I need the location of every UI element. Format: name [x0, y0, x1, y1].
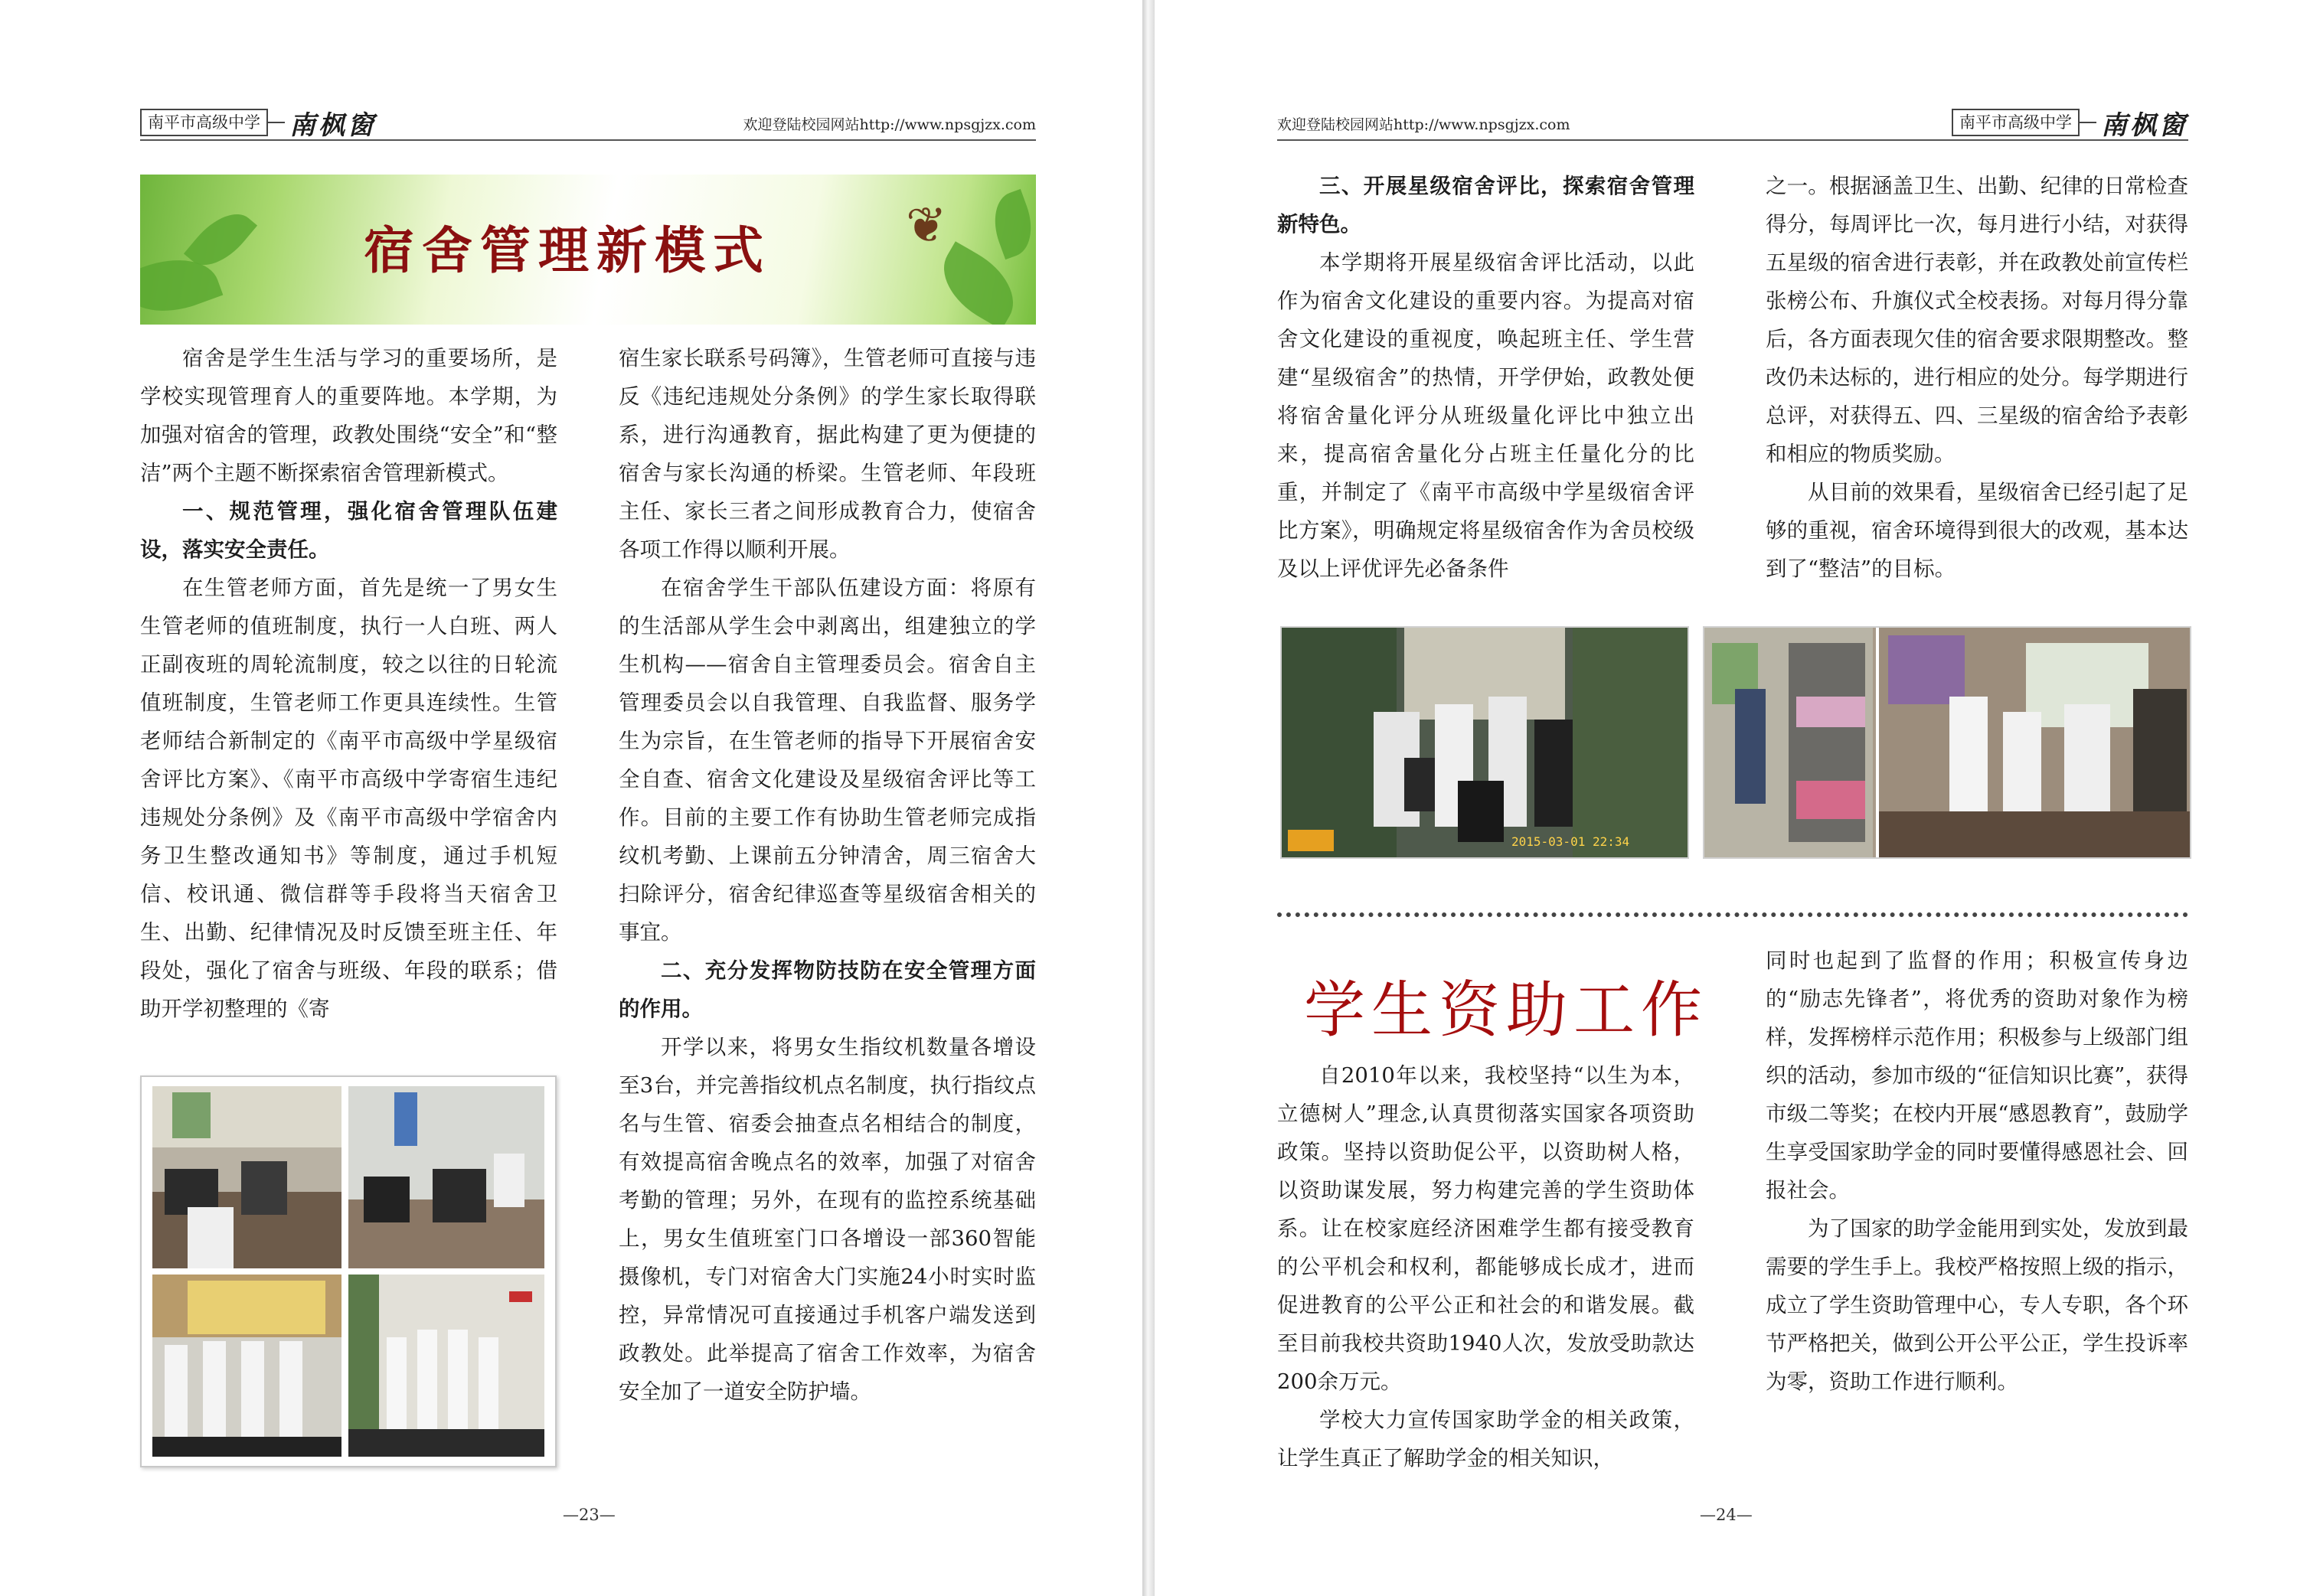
- right-page: [1155, 0, 2297, 1596]
- cctv-scene: [1282, 628, 1688, 857]
- col-content: [1766, 167, 2188, 588]
- col-content: [140, 339, 557, 1028]
- site-url: 欢迎登陆校园网站http://www.npsgjzx.com: [743, 116, 1036, 133]
- dorm-management-banner: [140, 175, 1036, 325]
- article-column-3: [1277, 167, 1694, 588]
- dorm-room-scene: [1704, 628, 2190, 857]
- col-content: [1277, 1056, 1694, 1477]
- body-paragraph: 在生管老师方面，首先是统一了男女生生管老师的值班制度，执行一人白班、两人正副夜班的周轮流制度，较之以往的日轮流值班制度，生管老师工作更具连续性。生管老师结合新制定的《南平市高级中学星级宿舍评比方案》、《南平市高级中学寄宿生违纪违规处分条例》及《南平市高级中学宿舍内务卫生整改通知书》等制度，通过手机短信、校讯通、微信群等手段将当天宿舍卫生、出勤、纪律情况及时反馈至班主任、年段处，强化了宿舍与班级、年段的联系；借助开学初整理的《寄: [140, 576, 557, 1021]
- running-header: [140, 107, 1036, 141]
- cctv-timestamp: 2015-03-01 22:34: [1511, 834, 1630, 849]
- brand-dash: [268, 122, 285, 123]
- body-paragraph: 在宿舍学生干部队伍建设方面：将原有的生活部从学生会中剥离出，组建独立的学生机构——宿舍自主管理委员会。宿舍自主管理委员会以自我管理、自我监督、服务学生为宗旨，在生管老师的指导下开展宿舍安全自查、宿舍文化建设及星级宿舍评比等工作。目前的主要工作有协助生管老师完成指纹机考勤、上课前五分钟清舍，周三宿舍大扫除评分，宿舍纪律巡查等星级宿舍相关的事宜。: [619, 576, 1036, 945]
- page-number: —23—: [563, 1506, 616, 1524]
- masthead-logo: 南枫窗: [2101, 109, 2188, 141]
- article-title: 宿舍管理新模式: [364, 220, 771, 280]
- photo-students-lineup: [152, 1275, 341, 1457]
- body-paragraph: 之一。根据涵盖卫生、出勤、纪律的日常检查得分，每周评比一次，每月进行小结，对获得五星级的宿舍进行表彰，并在政教处前宣传栏张榜公布、升旗仪式全校表扬。对每月得分靠后，各方面表现欠佳的宿舍要求限期整改。整改仍未达标的，进行相应的处分。每学期进行总评，对获得五、四、三星级的宿舍给予表彰和相应的物质奖励。: [1766, 174, 2188, 466]
- body-paragraph: 宿生家长联系号码簿》，生管老师可直接与违反《违纪违规处分条例》的学生家长取得联系，进行沟通教育，据此构建了更为便捷的宿舍与家长沟通的桥梁。生管老师、年段班主任、家长三者之间形成教育合力，使宿舍各项工作得以顺利开展。: [619, 346, 1036, 562]
- section-heading: 三、开展星级宿舍评比，探索宿舍管理新特色。: [1277, 174, 1694, 237]
- header-rule: [140, 139, 1036, 141]
- article-column-1: [140, 339, 557, 1028]
- header-rule: [1277, 139, 2188, 141]
- body-paragraph: 开学以来，将男女生指纹机数量各增设至3台，并完善指纹机点名制度，执行指纹点名与生管、宿委会抽查点名相结合的制度，有效提高宿舍晚点名的效率，加强了对宿舍考勤的管理；另外，在现有的监控系统基础上，男女生值班室门口各增设一部360智能摄像机，专门对宿舍大门实施24小时实时监控，异常情况可直接通过手机客户端发送到政教处。此举提高了宿舍工作效率，为宿舍安全加了一道安全防护墙。: [619, 1035, 1036, 1404]
- photo-dorm-inspection: [1703, 626, 2191, 859]
- body-paragraph: 学校大力宣传国家助学金的相关政策，让学生真正了解助学金的相关知识，: [1277, 1408, 1694, 1470]
- body-paragraph: 为了国家的助学金能用到实处，发放到最需要的学生手上。我校严格按照上级的指示，成立了学生资助管理中心，专人专职，各个环节严格把关，做到公开公平公正，学生投诉率为零，资助工作进行顺利。: [1766, 1216, 2188, 1394]
- page-gutter: [1142, 0, 1155, 1596]
- body-paragraph: 同时也起到了监督的作用；积极宣传身边的“励志先锋者”，将优秀的资助对象作为榜样，发挥榜样示范作用；积极参与上级部门组织的活动，参加市级的“征信知识比赛”，获得市级二等奖；在校内开展“感恩教育”，鼓励学生享受国家助学金的同时要懂得感恩社会、回报社会。: [1766, 948, 2188, 1203]
- col-content: [1766, 942, 2188, 1401]
- body-paragraph: 本学期将开展星级宿舍评比活动，以此作为宿舍文化建设的重要内容。为提高对宿舍文化建设的重视度，唤起班主任、学生营建“星级宿舍”的热情，开学伊始，政教处便将宿舍量化评分从班级量化评比中独立出来，提高宿舍量化分占班主任量化分的比重，并制定了《南平市高级中学星级宿舍评比方案》，明确规定将星级宿舍作为舍员校级及以上评优评先必备条件: [1277, 250, 1694, 581]
- photo-corridor-lineup: [348, 1275, 544, 1457]
- body-paragraph: 从目前的效果看，星级宿舍已经引起了足够的重视，宿舍环境得到很大的改观，基本达到了“整洁”的目标。: [1766, 480, 2188, 581]
- section-heading: 二、充分发挥物防技防在安全管理方面的作用。: [619, 958, 1036, 1021]
- section-heading: 一、规范管理，强化宿舍管理队伍建设，落实安全责任。: [140, 499, 557, 562]
- site-url: 欢迎登陆校园网站http://www.npsgjzx.com: [1277, 116, 1570, 133]
- photo-meeting-room: [348, 1086, 544, 1268]
- col-content: [619, 339, 1036, 1411]
- article-column-6: [1766, 942, 2188, 1401]
- school-name: 南平市高级中学: [1952, 109, 2080, 136]
- section-divider: [1277, 912, 2188, 917]
- photo-collage: [142, 1077, 555, 1466]
- page-number: —24—: [1700, 1506, 1753, 1524]
- body-paragraph: 宿舍是学生生活与学习的重要场所，是学校实现管理育人的重要阵地。本学期，为加强对宿舍的管理，政教处围绕“安全”和“整洁”两个主题不断探索宿舍管理新模式。: [140, 346, 557, 485]
- photo-classroom-meeting: [152, 1086, 341, 1268]
- masthead-logo: 南枫窗: [289, 109, 377, 141]
- article-column-2: [619, 339, 1036, 1411]
- photo-bunk-room: [1704, 628, 1873, 857]
- running-header: [1277, 107, 2188, 141]
- body-paragraph: 自2010年以来，我校坚持“以生为本，立德树人”理念,认真贯彻落实国家各项资助政策。坚持以资助促公平，以资助树人格，以资助谋发展，努力构建完善的学生资助体系。让在校家庭经济困难学生都有接受教育的公平机会和权利，都能够成长成才，进而促进教育的公平公正和社会的和谐发展。截至目前我校共资助1940人次，发放受助款达200余万元。: [1277, 1063, 1694, 1394]
- header-brand: [1952, 107, 2188, 141]
- left-page: [0, 0, 1142, 1596]
- photo-collage-frame: [140, 1075, 557, 1467]
- student-aid-title: 学生资助工作: [1304, 974, 1708, 1046]
- brand-dash: [2080, 122, 2096, 123]
- leaf-graphic: [985, 189, 1036, 259]
- article-column-5: [1277, 1056, 1694, 1477]
- photo-inspection-room: [1879, 628, 2190, 857]
- col-content: [1277, 167, 1694, 588]
- article-column-4: [1766, 167, 2188, 588]
- photo-cctv-dorm-entrance: [1280, 626, 1689, 859]
- butterfly-icon: ❦: [906, 197, 947, 254]
- header-brand: [140, 107, 377, 141]
- school-name: 南平市高级中学: [140, 109, 268, 136]
